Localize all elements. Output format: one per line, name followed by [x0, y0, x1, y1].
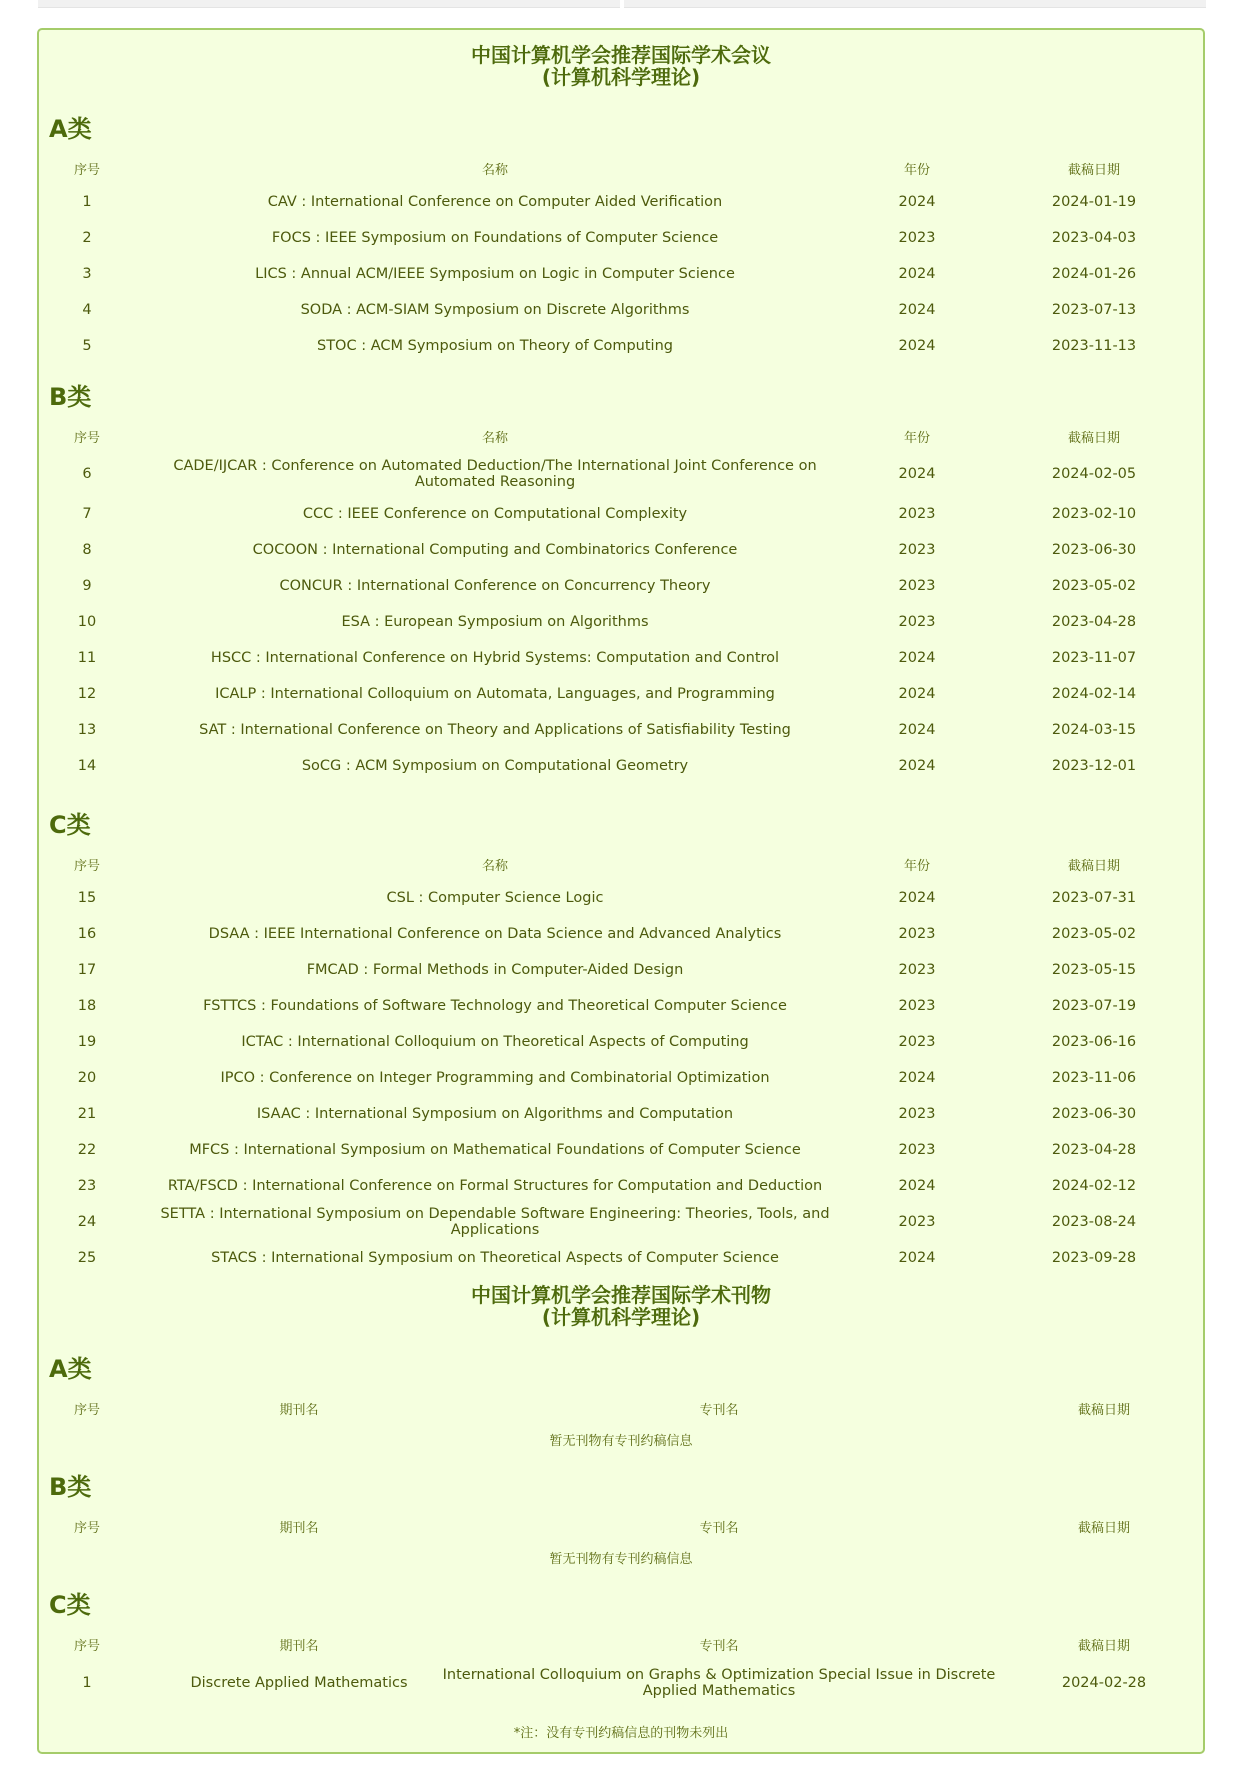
- row-no: 24: [77, 1214, 97, 1230]
- row-no: 20: [77, 1070, 97, 1086]
- row-name-link[interactable]: DSAA : IEEE International Conference on Data Science and Advanced Analytics: [208, 926, 782, 942]
- row-year: 2023: [898, 230, 936, 246]
- row-deadline: 2023-04-28: [1051, 614, 1137, 630]
- row-no: 2: [82, 230, 92, 246]
- header-journal: 期刊名: [279, 1521, 319, 1536]
- row-year: 2024: [898, 722, 936, 738]
- row-no: 10: [77, 614, 97, 630]
- row-deadline: 2023-05-02: [1051, 578, 1137, 594]
- row-name-link[interactable]: SoCG : ACM Symposium on Computational Geometry: [301, 758, 689, 774]
- empty-message: 暂无刊物有专刊约稿信息: [549, 1552, 693, 1567]
- row-deadline: 2024-02-05: [1051, 466, 1137, 482]
- row-issue-link[interactable]: International Colloquium on Graphs & Optimization Special Issue in Discrete Applied Mathematics: [442, 1667, 996, 1699]
- tab-stub-left[interactable]: [38, 0, 620, 8]
- header-no: 序号: [73, 1639, 100, 1654]
- row-deadline: 2024-02-28: [1061, 1675, 1147, 1691]
- row-year: 2023: [898, 1106, 936, 1122]
- row-year: 2023: [898, 578, 936, 594]
- row-deadline: 2023-02-10: [1051, 506, 1137, 522]
- row-deadline: 2023-04-28: [1051, 1142, 1137, 1158]
- header-deadline: 截稿日期: [1067, 431, 1120, 446]
- conf-category-a-heading: A类: [49, 115, 92, 143]
- row-deadline: 2023-07-13: [1051, 302, 1137, 318]
- row-deadline: 2024-02-12: [1051, 1178, 1137, 1194]
- table-row: [39, 452, 1203, 496]
- row-journal-link[interactable]: Discrete Applied Mathematics: [190, 1675, 408, 1691]
- row-year: 2023: [898, 962, 936, 978]
- header-no: 序号: [73, 431, 100, 446]
- row-year: 2024: [898, 890, 936, 906]
- row-deadline: 2023-12-01: [1051, 758, 1137, 774]
- journal-category-b-heading: B类: [49, 1473, 92, 1501]
- journal-table-b: [39, 1516, 1203, 1542]
- journal-category-c-heading: C类: [49, 1591, 91, 1619]
- table-row: [39, 1024, 1203, 1060]
- header-no: 序号: [73, 859, 100, 874]
- table-row: [39, 748, 1203, 784]
- journals-title: [39, 1284, 1203, 1328]
- row-no: 6: [82, 466, 92, 482]
- row-name-link[interactable]: CCC : IEEE Conference on Computational Complexity: [302, 506, 688, 522]
- row-no: 18: [77, 998, 97, 1014]
- row-name-link[interactable]: RTA/FSCD : International Conference on Formal Structures for Computation and Deduction: [167, 1178, 823, 1194]
- table-header: [39, 854, 1203, 880]
- table-header: [39, 1516, 1203, 1542]
- table-row: [39, 604, 1203, 640]
- table-row: [39, 532, 1203, 568]
- row-no: 14: [77, 758, 97, 774]
- row-year: 2023: [898, 506, 936, 522]
- row-name-link[interactable]: COCOON : International Computing and Combinatorics Conference: [252, 542, 738, 558]
- row-deadline: 2023-05-02: [1051, 926, 1137, 942]
- row-deadline: 2023-11-13: [1051, 338, 1137, 354]
- row-year: 2023: [898, 1142, 936, 1158]
- row-year: 2024: [898, 302, 936, 318]
- row-deadline: 2023-06-16: [1051, 1034, 1137, 1050]
- table-header: [39, 1398, 1203, 1424]
- header-journal: 期刊名: [279, 1639, 319, 1654]
- row-deadline: 2024-02-14: [1051, 686, 1137, 702]
- journal-table-c: [39, 1634, 1203, 1706]
- header-name: 名称: [481, 431, 508, 446]
- table-row: [39, 676, 1203, 712]
- table-row: [39, 1060, 1203, 1096]
- row-year: 2024: [898, 1250, 936, 1266]
- tab-stub-right[interactable]: [624, 0, 1206, 8]
- journal-category-a-heading: A类: [49, 1355, 92, 1383]
- table-row: [39, 712, 1203, 748]
- footnote: *注：没有专刊约稿信息的刊物未列出: [513, 1726, 729, 1741]
- header-journal: 期刊名: [279, 1403, 319, 1418]
- header-issue: 专刊名: [699, 1521, 739, 1536]
- row-name-link[interactable]: SAT : International Conference on Theory and Applications of Satisfiability Testing: [199, 722, 791, 738]
- row-no: 9: [82, 578, 92, 594]
- row-name-link[interactable]: ICALP : International Colloquium on Automata, Languages, and Programming: [215, 686, 775, 702]
- table-row: [39, 916, 1203, 952]
- row-no: 15: [77, 890, 97, 906]
- header-deadline: 截稿日期: [1077, 1639, 1130, 1654]
- table-header: [39, 426, 1203, 452]
- row-year: 2024: [898, 1070, 936, 1086]
- row-deadline: 2023-07-31: [1051, 890, 1137, 906]
- header-name: 名称: [481, 859, 508, 874]
- row-name-link[interactable]: SODA : ACM-SIAM Symposium on Discrete Algorithms: [300, 302, 690, 318]
- row-no: 22: [77, 1142, 97, 1158]
- row-no: 11: [77, 650, 97, 666]
- row-no: 3: [82, 266, 92, 282]
- header-year: 年份: [903, 859, 930, 874]
- row-year: 2024: [898, 194, 936, 210]
- row-name-link[interactable]: FSTTCS : Foundations of Software Technology and Theoretical Computer Science: [203, 998, 787, 1014]
- row-deadline: 2023-08-24: [1051, 1214, 1137, 1230]
- conf-table-c: [39, 854, 1203, 1276]
- row-no: 4: [82, 302, 92, 318]
- header-name: 名称: [481, 163, 508, 178]
- table-row: [39, 292, 1203, 328]
- row-year: 2023: [898, 614, 936, 630]
- row-name-link[interactable]: LICS : Annual ACM/IEEE Symposium on Logic in Computer Science: [255, 266, 735, 282]
- row-no: 25: [77, 1250, 97, 1266]
- row-name-link[interactable]: CONCUR : International Conference on Concurrency Theory: [279, 578, 711, 594]
- row-name-link[interactable]: CADE/IJCAR : Conference on Automated Deduction/The International Joint Conference on Automated Reasoning: [173, 458, 817, 490]
- row-year: 2023: [898, 542, 936, 558]
- table-row: [39, 1204, 1203, 1240]
- table-row: [39, 880, 1203, 916]
- header-no: 序号: [73, 1403, 100, 1418]
- row-no: 21: [77, 1106, 97, 1122]
- table-row: [39, 1168, 1203, 1204]
- row-year: 2023: [898, 1034, 936, 1050]
- header-deadline: 截稿日期: [1067, 859, 1120, 874]
- empty-message: 暂无刊物有专刊约稿信息: [549, 1434, 693, 1449]
- table-row: [39, 1660, 1203, 1706]
- row-name-link[interactable]: MFCS : International Symposium on Mathematical Foundations of Computer Science: [189, 1142, 801, 1158]
- header-issue: 专刊名: [699, 1403, 739, 1418]
- row-year: 2024: [898, 338, 936, 354]
- ccf-recommendation-panel: [37, 28, 1205, 1754]
- row-no: 13: [77, 722, 97, 738]
- conf-category-b-heading: B类: [49, 383, 92, 411]
- row-no: 12: [77, 686, 97, 702]
- table-row: [39, 952, 1203, 988]
- table-header: [39, 158, 1203, 184]
- row-no: 16: [77, 926, 97, 942]
- header-year: 年份: [903, 163, 930, 178]
- journals-title-line1: 中国计算机学会推荐国际学术刊物: [471, 1283, 771, 1307]
- row-no: 5: [82, 338, 92, 354]
- header-no: 序号: [73, 1521, 100, 1536]
- row-no: 23: [77, 1178, 97, 1194]
- table-row: [39, 256, 1203, 292]
- table-row: [39, 1132, 1203, 1168]
- row-name-link[interactable]: CAV : International Conference on Computer Aided Verification: [267, 194, 723, 210]
- row-year: 2024: [898, 650, 936, 666]
- journal-table-a: [39, 1398, 1203, 1424]
- header-deadline: 截稿日期: [1067, 163, 1120, 178]
- row-deadline: 2023-06-30: [1051, 1106, 1137, 1122]
- top-tab-stubs: [38, 0, 1206, 7]
- row-name-link[interactable]: HSCC : International Conference on Hybrid Systems: Computation and Control: [210, 650, 780, 666]
- row-name-link[interactable]: ESA : European Symposium on Algorithms: [341, 614, 649, 630]
- table-row: [39, 496, 1203, 532]
- row-year: 2024: [898, 1178, 936, 1194]
- conferences-title-line1: 中国计算机学会推荐国际学术会议: [471, 43, 771, 67]
- row-name-link[interactable]: STOC : ACM Symposium on Theory of Computing: [317, 338, 673, 354]
- row-deadline: 2023-09-28: [1051, 1250, 1137, 1266]
- table-header: [39, 1634, 1203, 1660]
- row-year: 2024: [898, 466, 936, 482]
- row-year: 2023: [898, 926, 936, 942]
- conferences-title: [39, 44, 1203, 88]
- header-year: 年份: [903, 431, 930, 446]
- row-deadline: 2023-11-07: [1051, 650, 1137, 666]
- table-row: [39, 220, 1203, 256]
- header-deadline: 截稿日期: [1077, 1403, 1130, 1418]
- conf-table-b: [39, 426, 1203, 784]
- row-name-link[interactable]: SETTA : International Symposium on Dependable Software Engineering: Theories, Tools, and Applications: [160, 1206, 830, 1238]
- header-deadline: 截稿日期: [1077, 1521, 1130, 1536]
- row-deadline: 2024-01-26: [1051, 266, 1137, 282]
- table-row: [39, 1096, 1203, 1132]
- row-name-link[interactable]: STACS : International Symposium on Theoretical Aspects of Computer Science: [211, 1250, 779, 1266]
- row-year: 2024: [898, 686, 936, 702]
- row-deadline: 2024-03-15: [1051, 722, 1137, 738]
- row-year: 2024: [898, 266, 936, 282]
- row-name-link[interactable]: FOCS : IEEE Symposium on Foundations of Computer Science: [271, 230, 719, 246]
- table-row: [39, 1240, 1203, 1276]
- conf-category-c-heading: C类: [49, 811, 91, 839]
- journals-title-line2: (计算机科学理论): [541, 1305, 701, 1329]
- row-no: 17: [77, 962, 97, 978]
- row-deadline: 2024-01-19: [1051, 194, 1137, 210]
- header-no: 序号: [73, 163, 100, 178]
- table-row: [39, 184, 1203, 220]
- row-no: 7: [82, 506, 92, 522]
- row-no: 8: [82, 542, 92, 558]
- row-deadline: 2023-07-19: [1051, 998, 1137, 1014]
- row-no: 1: [82, 1675, 92, 1691]
- row-name-link[interactable]: FMCAD : Formal Methods in Computer-Aided Design: [306, 962, 684, 978]
- table-row: [39, 640, 1203, 676]
- row-name-link[interactable]: CSL : Computer Science Logic: [386, 890, 604, 906]
- header-issue: 专刊名: [699, 1639, 739, 1654]
- row-name-link[interactable]: ISAAC : International Symposium on Algorithms and Computation: [256, 1106, 734, 1122]
- row-deadline: 2023-04-03: [1051, 230, 1137, 246]
- row-year: 2023: [898, 998, 936, 1014]
- conferences-title-line2: (计算机科学理论): [541, 65, 701, 89]
- row-year: 2024: [898, 758, 936, 774]
- row-deadline: 2023-11-06: [1051, 1070, 1137, 1086]
- row-no: 1: [82, 194, 92, 210]
- table-row: [39, 568, 1203, 604]
- table-row: [39, 988, 1203, 1024]
- conf-table-a: [39, 158, 1203, 364]
- row-name-link[interactable]: IPCO : Conference on Integer Programming and Combinatorial Optimization: [220, 1070, 770, 1086]
- row-name-link[interactable]: ICTAC : International Colloquium on Theoretical Aspects of Computing: [241, 1034, 749, 1050]
- row-year: 2023: [898, 1214, 936, 1230]
- row-no: 19: [77, 1034, 97, 1050]
- row-deadline: 2023-06-30: [1051, 542, 1137, 558]
- table-row: [39, 328, 1203, 364]
- row-deadline: 2023-05-15: [1051, 962, 1137, 978]
